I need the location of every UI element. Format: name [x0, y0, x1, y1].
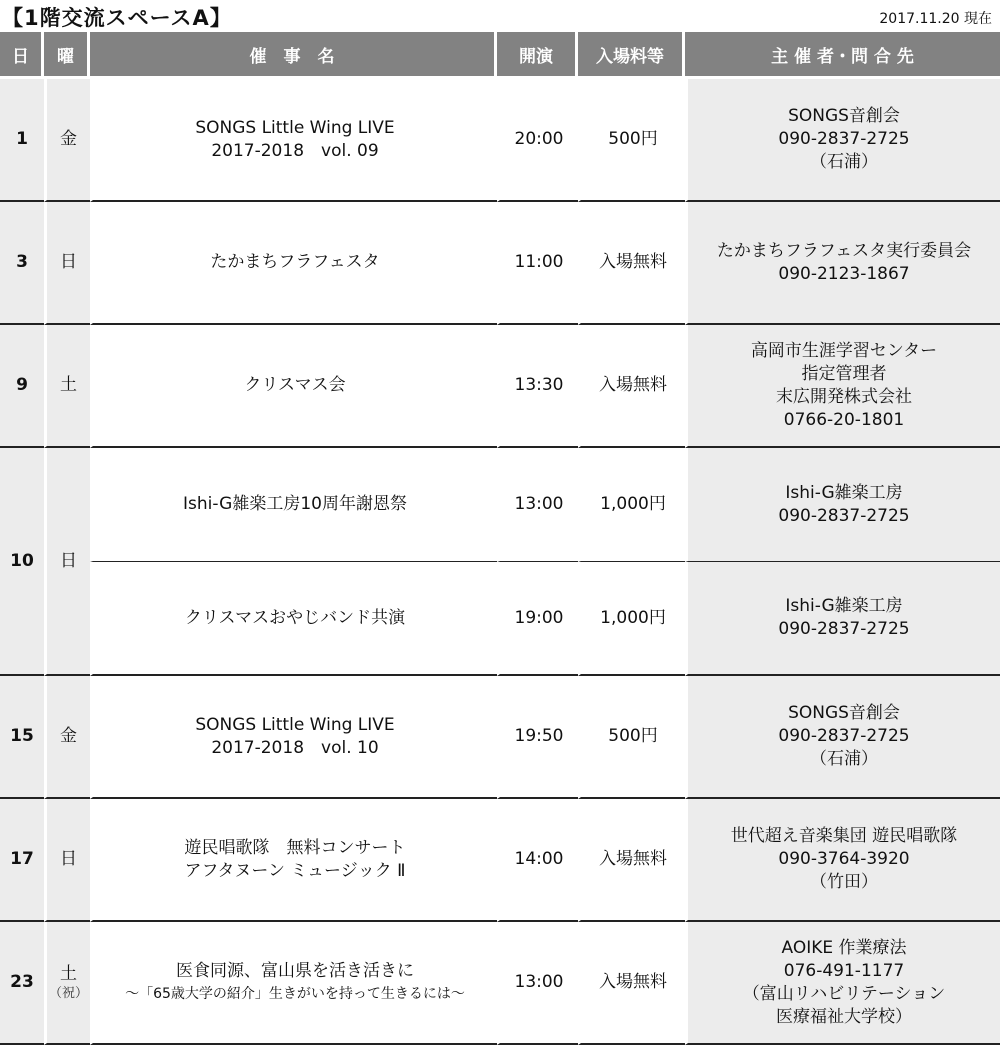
day-cell: 23	[0, 922, 44, 1045]
table-row	[0, 448, 1000, 562]
event-name-cell	[90, 799, 497, 922]
organizer-cell-line: 090-2837-2725	[778, 619, 910, 639]
table-row	[0, 202, 1000, 325]
organizer-cell-line: 090-3764-3920	[778, 849, 910, 869]
col-header-time: 開演	[497, 32, 578, 79]
event-name-cell-line: クリスマス会	[244, 375, 346, 395]
organizer-cell-line: Ishi-G雑楽工房	[785, 596, 903, 616]
start-time-cell: 19:00	[497, 562, 578, 676]
fee-cell: 入場無料	[578, 922, 685, 1045]
start-time-cell: 20:00	[497, 79, 578, 202]
organizer-cell	[685, 676, 1000, 799]
weekday-label: 日	[60, 252, 77, 272]
weekday-cell	[44, 922, 90, 1045]
event-name-cell	[90, 202, 497, 325]
weekday-label: 土	[60, 375, 77, 395]
table-row	[0, 79, 1000, 202]
weekday-cell	[44, 325, 90, 448]
day-cell: 17	[0, 799, 44, 922]
event-name-cell	[90, 448, 497, 562]
organizer-cell-line: 090-2837-2725	[778, 129, 910, 149]
organizer-cell	[685, 79, 1000, 202]
fee-cell: 入場無料	[578, 202, 685, 325]
start-time-cell: 13:00	[497, 922, 578, 1045]
event-name-cell	[90, 676, 497, 799]
start-time-cell: 14:00	[497, 799, 578, 922]
event-name-cell-line: 遊民唱歌隊 無料コンサート	[184, 837, 406, 858]
day-cell: 9	[0, 325, 44, 448]
col-header-fee: 入場料等	[578, 32, 685, 79]
weekday-cell	[44, 799, 90, 922]
organizer-cell	[685, 922, 1000, 1045]
event-name-cell-line: SONGS Little Wing LIVE	[195, 714, 395, 735]
organizer-cell-line: 高岡市生涯学習センター	[750, 340, 938, 361]
col-header-organizer: 主 催 者・問 合 先	[685, 32, 1000, 79]
organizer-cell-line: 末広開発株式会社	[776, 386, 912, 407]
event-name-cell-line: 2017-2018 vol. 09	[211, 140, 379, 161]
organizer-cell-line: （富山リハビリテーション	[742, 983, 946, 1004]
event-name-cell-line: アフタヌーン ミュージック Ⅱ	[184, 860, 406, 881]
organizer-cell-line: 090-2837-2725	[778, 505, 910, 526]
event-name-cell-line: ～「65歳大学の紹介」生きがいを持って生きるには～	[125, 985, 465, 1002]
fee-cell: 入場無料	[578, 799, 685, 922]
table-row	[0, 562, 1000, 676]
weekday-label: 日	[60, 550, 77, 571]
organizer-cell-line: 0766-20-1801	[783, 409, 905, 430]
page-title: 【1階交流スペースA】	[2, 6, 232, 30]
event-name-cell	[90, 79, 497, 202]
organizer-cell	[685, 799, 1000, 922]
col-header-event: 催 事 名	[90, 32, 497, 79]
start-time-cell: 13:00	[497, 448, 578, 562]
event-name-cell-line: SONGS Little Wing LIVE	[195, 117, 395, 138]
start-time-cell: 11:00	[497, 202, 578, 325]
day-cell: 15	[0, 676, 44, 799]
header-row	[0, 32, 1000, 79]
weekday-label: 日	[60, 849, 77, 869]
weekday-label: 金	[60, 726, 77, 746]
organizer-cell	[685, 562, 1000, 676]
table-row	[0, 799, 1000, 922]
event-name-cell-line: 2017-2018 vol. 10	[211, 737, 379, 758]
fee-cell: 500円	[578, 79, 685, 202]
holiday-note: （祝）	[48, 986, 88, 1001]
event-name-cell	[90, 325, 497, 448]
organizer-cell	[685, 202, 1000, 325]
organizer-cell-line: 医療福祉大学校）	[776, 1006, 912, 1027]
organizer-cell	[685, 448, 1000, 562]
organizer-cell-line: （竹田）	[810, 872, 878, 892]
organizer-cell-line: 世代超え音楽集団 遊民唱歌隊	[730, 826, 958, 846]
table-row	[0, 676, 1000, 799]
weekday-cell	[44, 202, 90, 325]
col-header-day: 日	[0, 32, 44, 79]
weekday-cell	[44, 79, 90, 202]
event-name-cell	[90, 922, 497, 1045]
organizer-cell-line: SONGS音創会	[788, 106, 900, 126]
day-cell: 10	[0, 448, 44, 676]
organizer-cell-line: AOIKE 作業療法	[781, 937, 907, 958]
organizer-cell-line: 076-491-1177	[783, 960, 905, 981]
fee-cell: 入場無料	[578, 325, 685, 448]
table-row	[0, 922, 1000, 1045]
event-name-cell	[90, 562, 497, 676]
organizer-cell-line: たかまちフラフェスタ実行委員会	[716, 240, 972, 261]
fee-cell: 500円	[578, 676, 685, 799]
weekday-cell	[44, 448, 90, 676]
organizer-cell-line: 指定管理者	[801, 363, 887, 384]
col-header-weekday: 曜	[44, 32, 90, 79]
organizer-cell-line: 090-2837-2725	[778, 726, 910, 746]
start-time-cell: 19:50	[497, 676, 578, 799]
organizer-cell	[685, 325, 1000, 448]
weekday-label: 土	[60, 964, 77, 984]
event-name-cell-line: Ishi-G雑楽工房10周年謝恩祭	[183, 494, 407, 514]
fee-cell: 1,000円	[578, 448, 685, 562]
table-row	[0, 325, 1000, 448]
event-name-cell-line: クリスマスおやじバンド共演	[184, 607, 406, 628]
organizer-cell-line: Ishi-G雑楽工房	[785, 482, 903, 503]
weekday-cell	[44, 676, 90, 799]
schedule-table	[0, 32, 1000, 1045]
weekday-label: 金	[60, 129, 77, 149]
as-of-date: 2017.11.20 現在	[879, 11, 992, 27]
fee-cell: 1,000円	[578, 562, 685, 676]
day-cell: 1	[0, 79, 44, 202]
event-name-cell-line: 医食同源、富山県を活き活きに	[176, 960, 414, 981]
organizer-cell-line: 090-2123-1867	[778, 263, 910, 284]
organizer-cell-line: SONGS音創会	[788, 703, 900, 723]
organizer-cell-line: （石浦）	[810, 152, 878, 172]
day-cell: 3	[0, 202, 44, 325]
start-time-cell: 13:30	[497, 325, 578, 448]
organizer-cell-line: （石浦）	[810, 749, 878, 769]
event-name-cell-line: たかまちフラフェスタ	[210, 252, 380, 272]
